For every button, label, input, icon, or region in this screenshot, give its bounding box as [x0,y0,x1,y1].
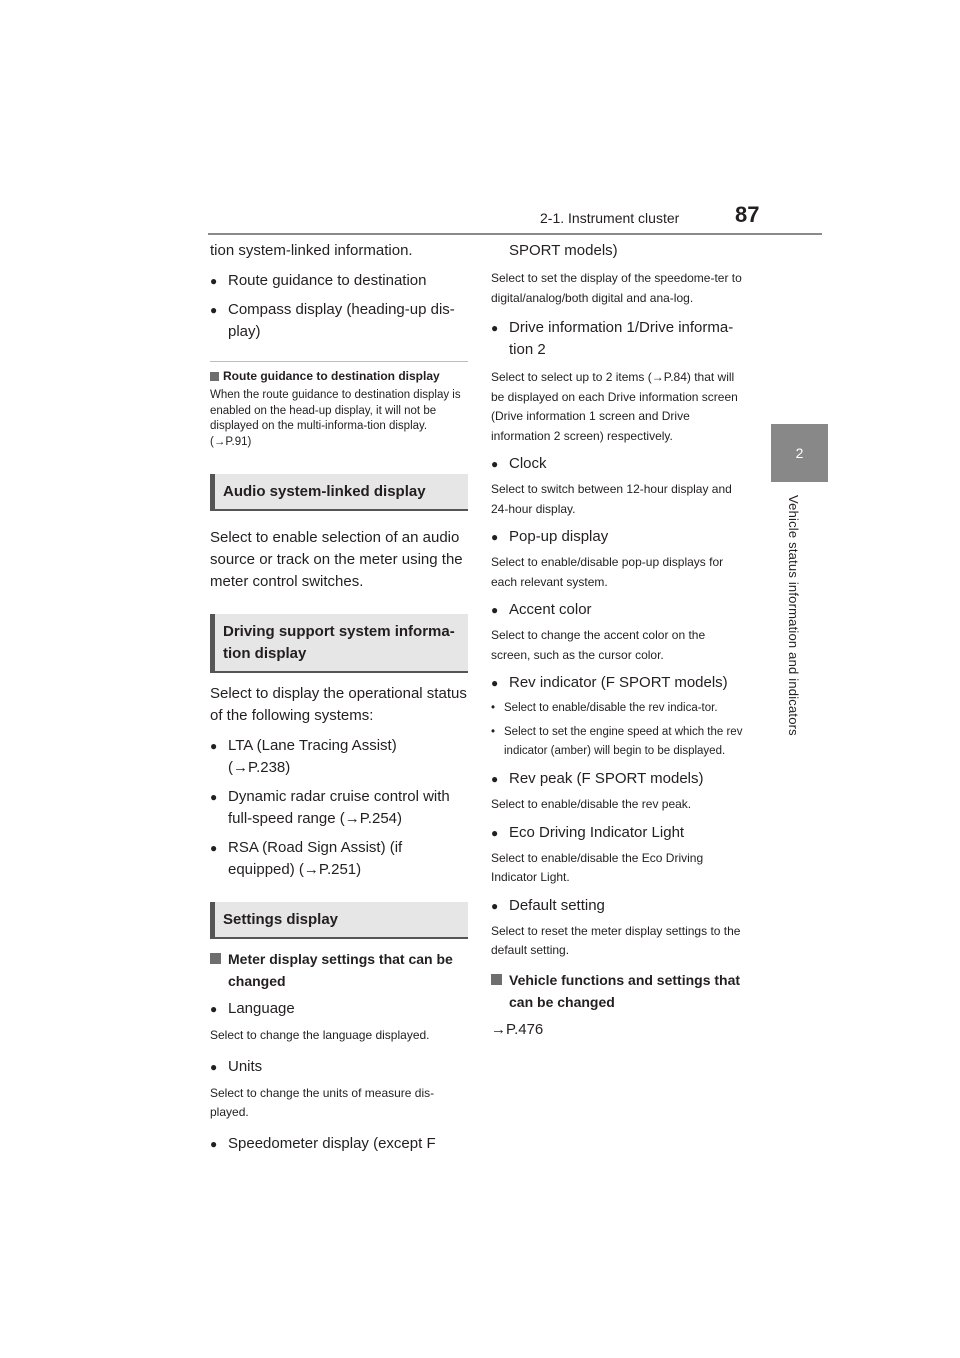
rev-indicator-item: • Select to enable/disable the rev indica-tor. [491,699,745,718]
driving-support-text: Select to display the operational status of the following systems: [210,685,467,724]
vehicle-settings-ref: →P.476 [491,1020,544,1038]
settings-heading: Settings display [210,902,468,939]
rev-peak-text: Select to enable/disable the rev peak. [491,797,692,811]
driving-support-heading: Driving support system informa- tion display [210,614,468,673]
clock-text: Select to switch between 12-hour display and 24-hour display. [491,482,732,516]
note-text: When the route guidance to destination display is enabled on the head-up display, it will not be displayed on the multi-informa-tion display. (→P.91) [210,389,461,448]
continued-text: tion system-linked information. [210,242,413,259]
note-heading: Route guidance to destination display [210,368,468,384]
bullet-accent-color: ● Accent color [491,599,745,621]
vehicle-settings-heading: Vehicle functions and settings that can be changed [491,969,745,1013]
page-number: 87 [735,202,760,227]
popup-text: Select to enable/disable pop-up displays for each relevant system. [491,555,724,589]
bullet-radar-cruise: ● Dynamic radar cruise control with full-speed range (→P.254) [210,786,468,830]
bullet-rev-indicator: ● Rev indicator (F SPORT models) [491,672,745,694]
right-column [491,240,745,1041]
default-text: Select to reset the meter display settings to the default setting. [491,923,741,957]
section-title: 2-1. Instrument cluster [540,210,680,226]
speedometer-text: Select to set the display of the speedome-ter to digital/analog/both digital and ana-log. [491,271,742,305]
header-divider [208,233,822,235]
eco-text: Select to enable/disable the Eco Driving Indicator Light. [491,850,704,884]
bullet-default-setting: ● Default setting [491,895,745,917]
meter-settings-heading: Meter display settings that can be changed [210,948,468,992]
bullet-route-guidance: ● Route guidance to destination [210,270,468,292]
bullet-language: ● Language [210,998,468,1020]
bullet-speedometer: ● Speedometer display (except F [210,1133,468,1155]
chapter-tab: 2 [771,424,828,482]
bullet-rsa: ● RSA (Road Sign Assist) (if equipped) (→P.251) [210,837,468,881]
bullet-drive-info: ● Drive information 1/Drive informa-tion 2 [491,317,745,361]
bullet-eco-light: ● Eco Driving Indicator Light [491,822,745,844]
drive-info-text: Select to select up to 2 items (→P.84) that will be displayed on each Drive information screen (Drive information 1 screen and Drive information 2 screen) respectively. [491,370,738,443]
units-text: Select to change the units of measure dis-played. [210,1085,435,1119]
rev-indicator-item: • Select to set the engine speed at which the rev indicator (amber) will begin to be displayed. [491,723,745,761]
speedometer-continued: SPORT models) [509,242,618,259]
chapter-tab-label: Vehicle status information and indicators [786,495,801,736]
bullet-compass-display: ● Compass display (heading-up dis- play) [210,299,468,343]
accent-text: Select to change the accent color on the screen, such as the cursor color. [491,628,706,662]
left-column [210,240,468,1155]
language-text: Select to change the language displayed. [210,1028,430,1042]
bullet-lta: ● LTA (Lane Tracing Assist) (→P.238) [210,735,468,779]
bullet-rev-peak: ● Rev peak (F SPORT models) [491,768,745,790]
audio-heading: Audio system-linked display [210,474,468,511]
bullet-units: ● Units [210,1056,468,1078]
bullet-clock: ● Clock [491,453,745,475]
audio-text: Select to enable selection of an audio source or track on the meter using the meter control switches. [210,529,463,590]
bullet-popup: ● Pop-up display [491,526,745,548]
